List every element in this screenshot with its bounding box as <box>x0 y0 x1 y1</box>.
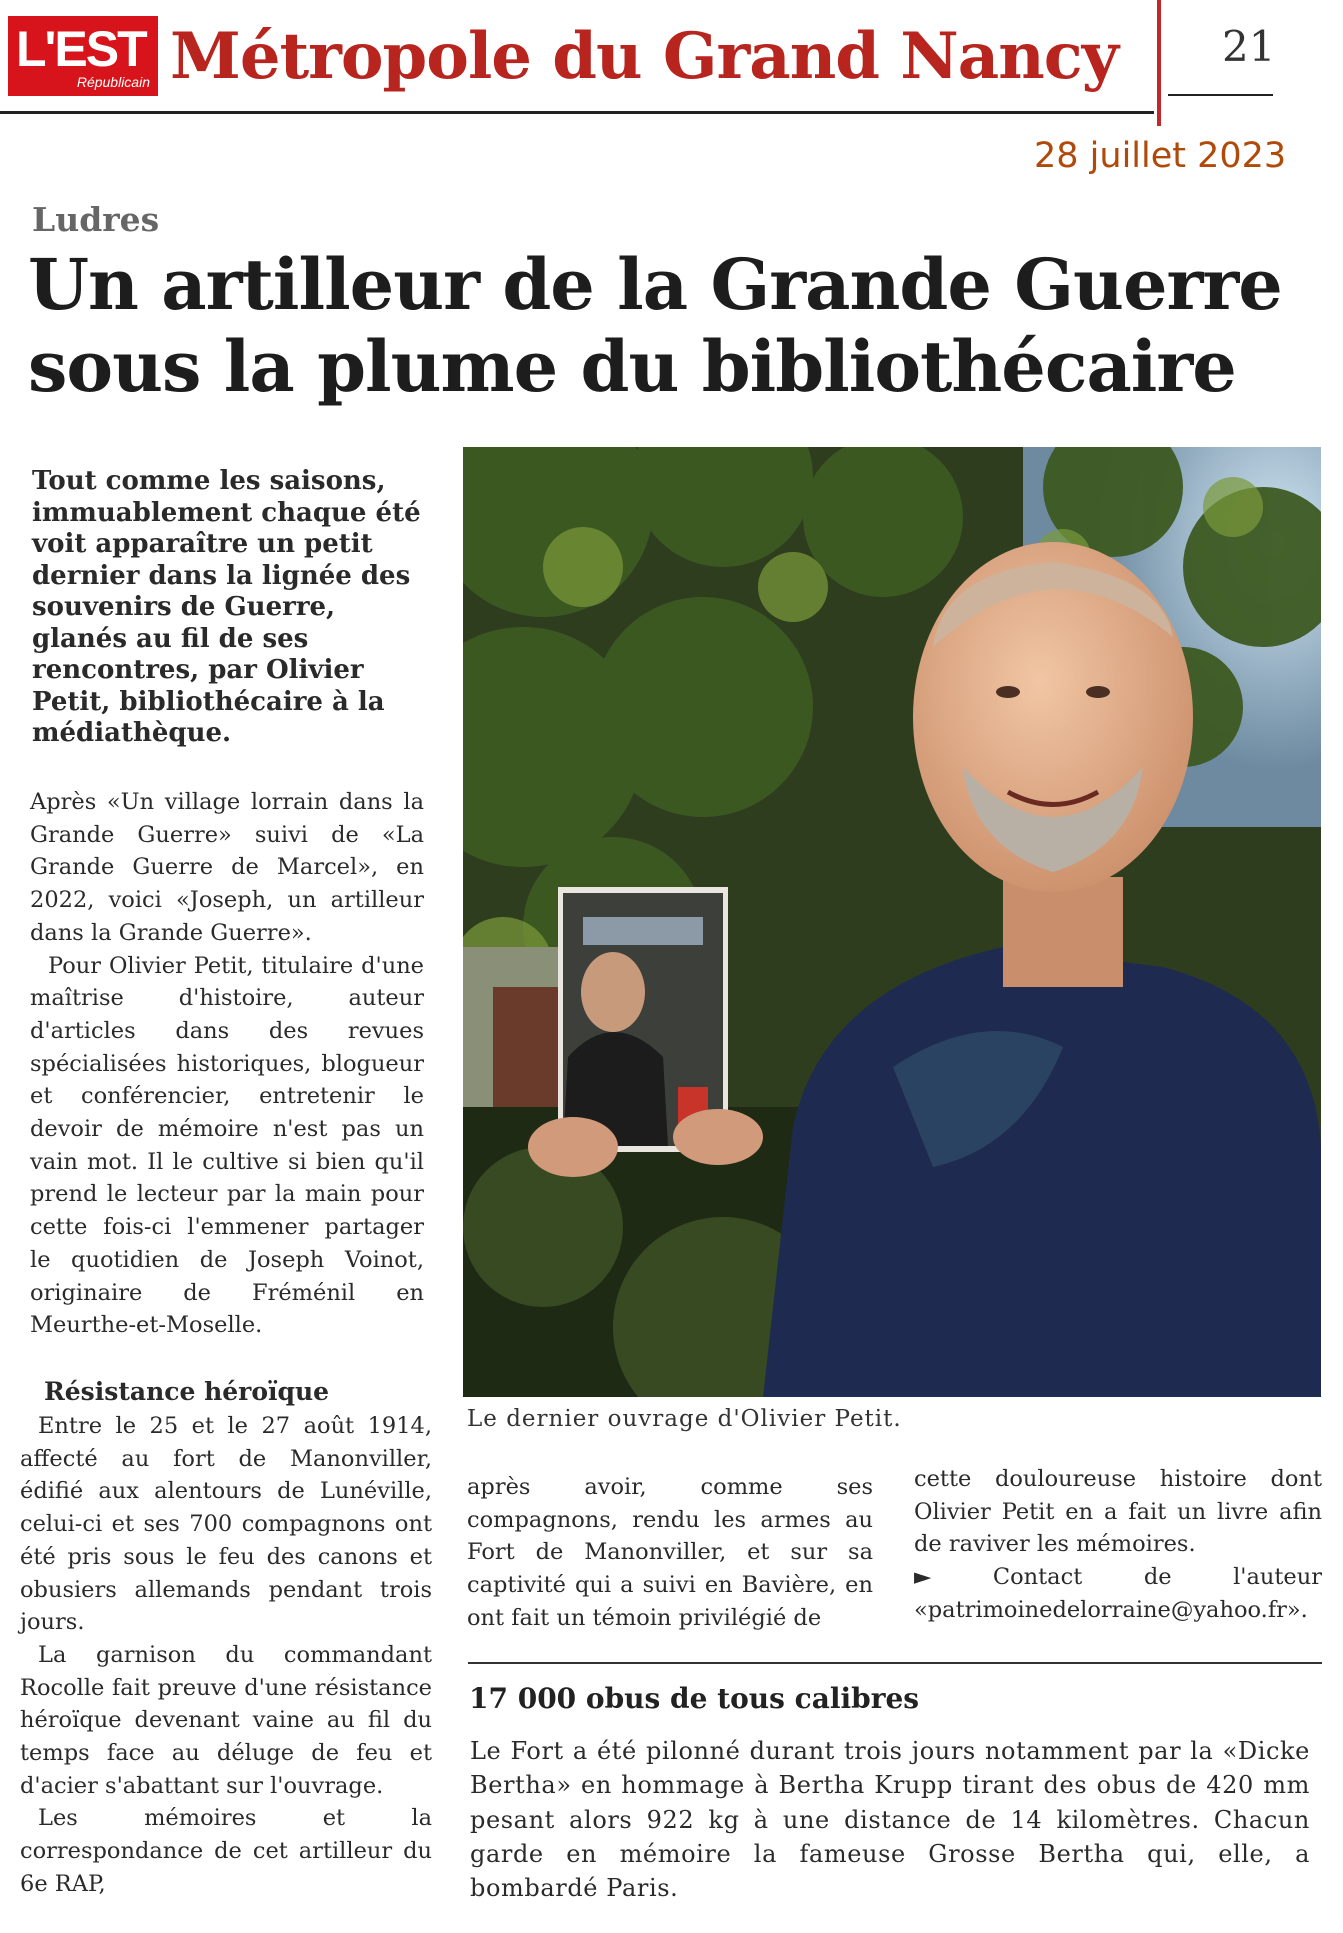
header-divider <box>1157 0 1161 126</box>
headline-line-2: sous la plume du bibliothécaire <box>28 325 1236 408</box>
photo-caption: Le dernier ouvrage d'Olivier Petit. <box>467 1406 902 1432</box>
contact-paragraph <box>914 1561 1322 1626</box>
logo-main-text: L'EST <box>16 21 146 77</box>
article-column-1-top <box>30 786 424 1342</box>
article-subhead: Résistance héroïque <box>44 1377 330 1406</box>
article-column-3 <box>914 1463 1322 1627</box>
page-number: 21 <box>1222 22 1276 71</box>
newspaper-logo <box>8 16 158 96</box>
headline-line-1: Un artilleur de la Grande Guerre <box>28 243 1282 326</box>
photo-illustration <box>463 447 1321 1397</box>
paragraph: Après «Un village lorrain dans la Grande Guerre» suivi de «La Grande Guerre de Marcel», en 2022, voici «Joseph, un artilleur dans la Grande Guerre». <box>30 789 424 946</box>
triangle-bullet-icon: ► <box>914 1564 932 1591</box>
paragraph: La garnison du commandant Rocolle fait preuve d'une résistance héroïque devenant vaine au fil du temps face au déluge de feu et d'acier s'abattant sur l'ouvrage. <box>20 1641 432 1799</box>
article-headline <box>28 244 1318 408</box>
article-column-2 <box>467 1471 873 1635</box>
header-rule-right <box>1168 94 1273 96</box>
paragraph: cette douloureuse histoire dont Olivier Petit en a fait un livre afin de raviver les mémoires. <box>914 1466 1322 1558</box>
header-rule <box>0 111 1154 114</box>
article-column-1-bottom <box>20 1410 432 1901</box>
sidebar-rule <box>468 1662 1322 1664</box>
publication-date: 28 juillet 2023 <box>1034 136 1287 176</box>
paragraph: Les mémoires et la correspondance de cet artilleur du 6e RAP, <box>20 1805 432 1897</box>
article-lead: Tout comme les saisons, immuablement chaque été voit apparaître un petit dernier dans la lignée des souvenirs de Guerre, glanés au fil de ses rencontres, par Olivier Petit, bibliothécaire à la médiathèque. <box>32 466 421 748</box>
article-location: Ludres <box>32 200 160 239</box>
paragraph: Entre le 25 et le 27 août 1914, affecté au fort de Manonviller, édifié aux alentours de Lunéville, celui-ci et ses 700 compagnons ont été pris sous le feu des canons et obusiers allemands pendant trois jours. <box>20 1413 432 1636</box>
sidebar-title: 17 000 obus de tous calibres <box>469 1682 920 1715</box>
article-photo <box>463 447 1321 1397</box>
paragraph: après avoir, comme ses compagnons, rendu les armes au Fort de Manonviller, et sur sa captivité qui a suivi en Bavière, en ont fait un témoin privilégié de <box>467 1474 873 1631</box>
contact-text: Contact de l'auteur «patrimoinedelorraine@yahoo.fr». <box>914 1564 1322 1623</box>
paragraph: Pour Olivier Petit, titulaire d'une maîtrise d'histoire, auteur d'articles dans des revues spécialisées historiques, blogueur et conférencier, entretenir le devoir de mémoire n'est pas un vain mot. Il le cultive si bien qu'il prend le lecteur par la main pour cette fois-ci l'emmener partager le quotidien de Joseph Voinot, originaire de Fréménil en Meurthe-et-Moselle. <box>30 952 424 1339</box>
section-title: Métropole du Grand Nancy <box>170 19 1118 94</box>
sidebar-text: Le Fort a été pilonné durant trois jours notamment par la «Dicke Bertha» en hommage à Bertha Krupp tirant des obus de 420 mm pesant alors 922 kg à une distance de 14 kilomètres. Chacun garde en mémoire la fameuse Grosse Bertha qui, elle, a bombardé Paris. <box>470 1737 1310 1903</box>
logo-sub-text: Républicain <box>76 74 150 90</box>
